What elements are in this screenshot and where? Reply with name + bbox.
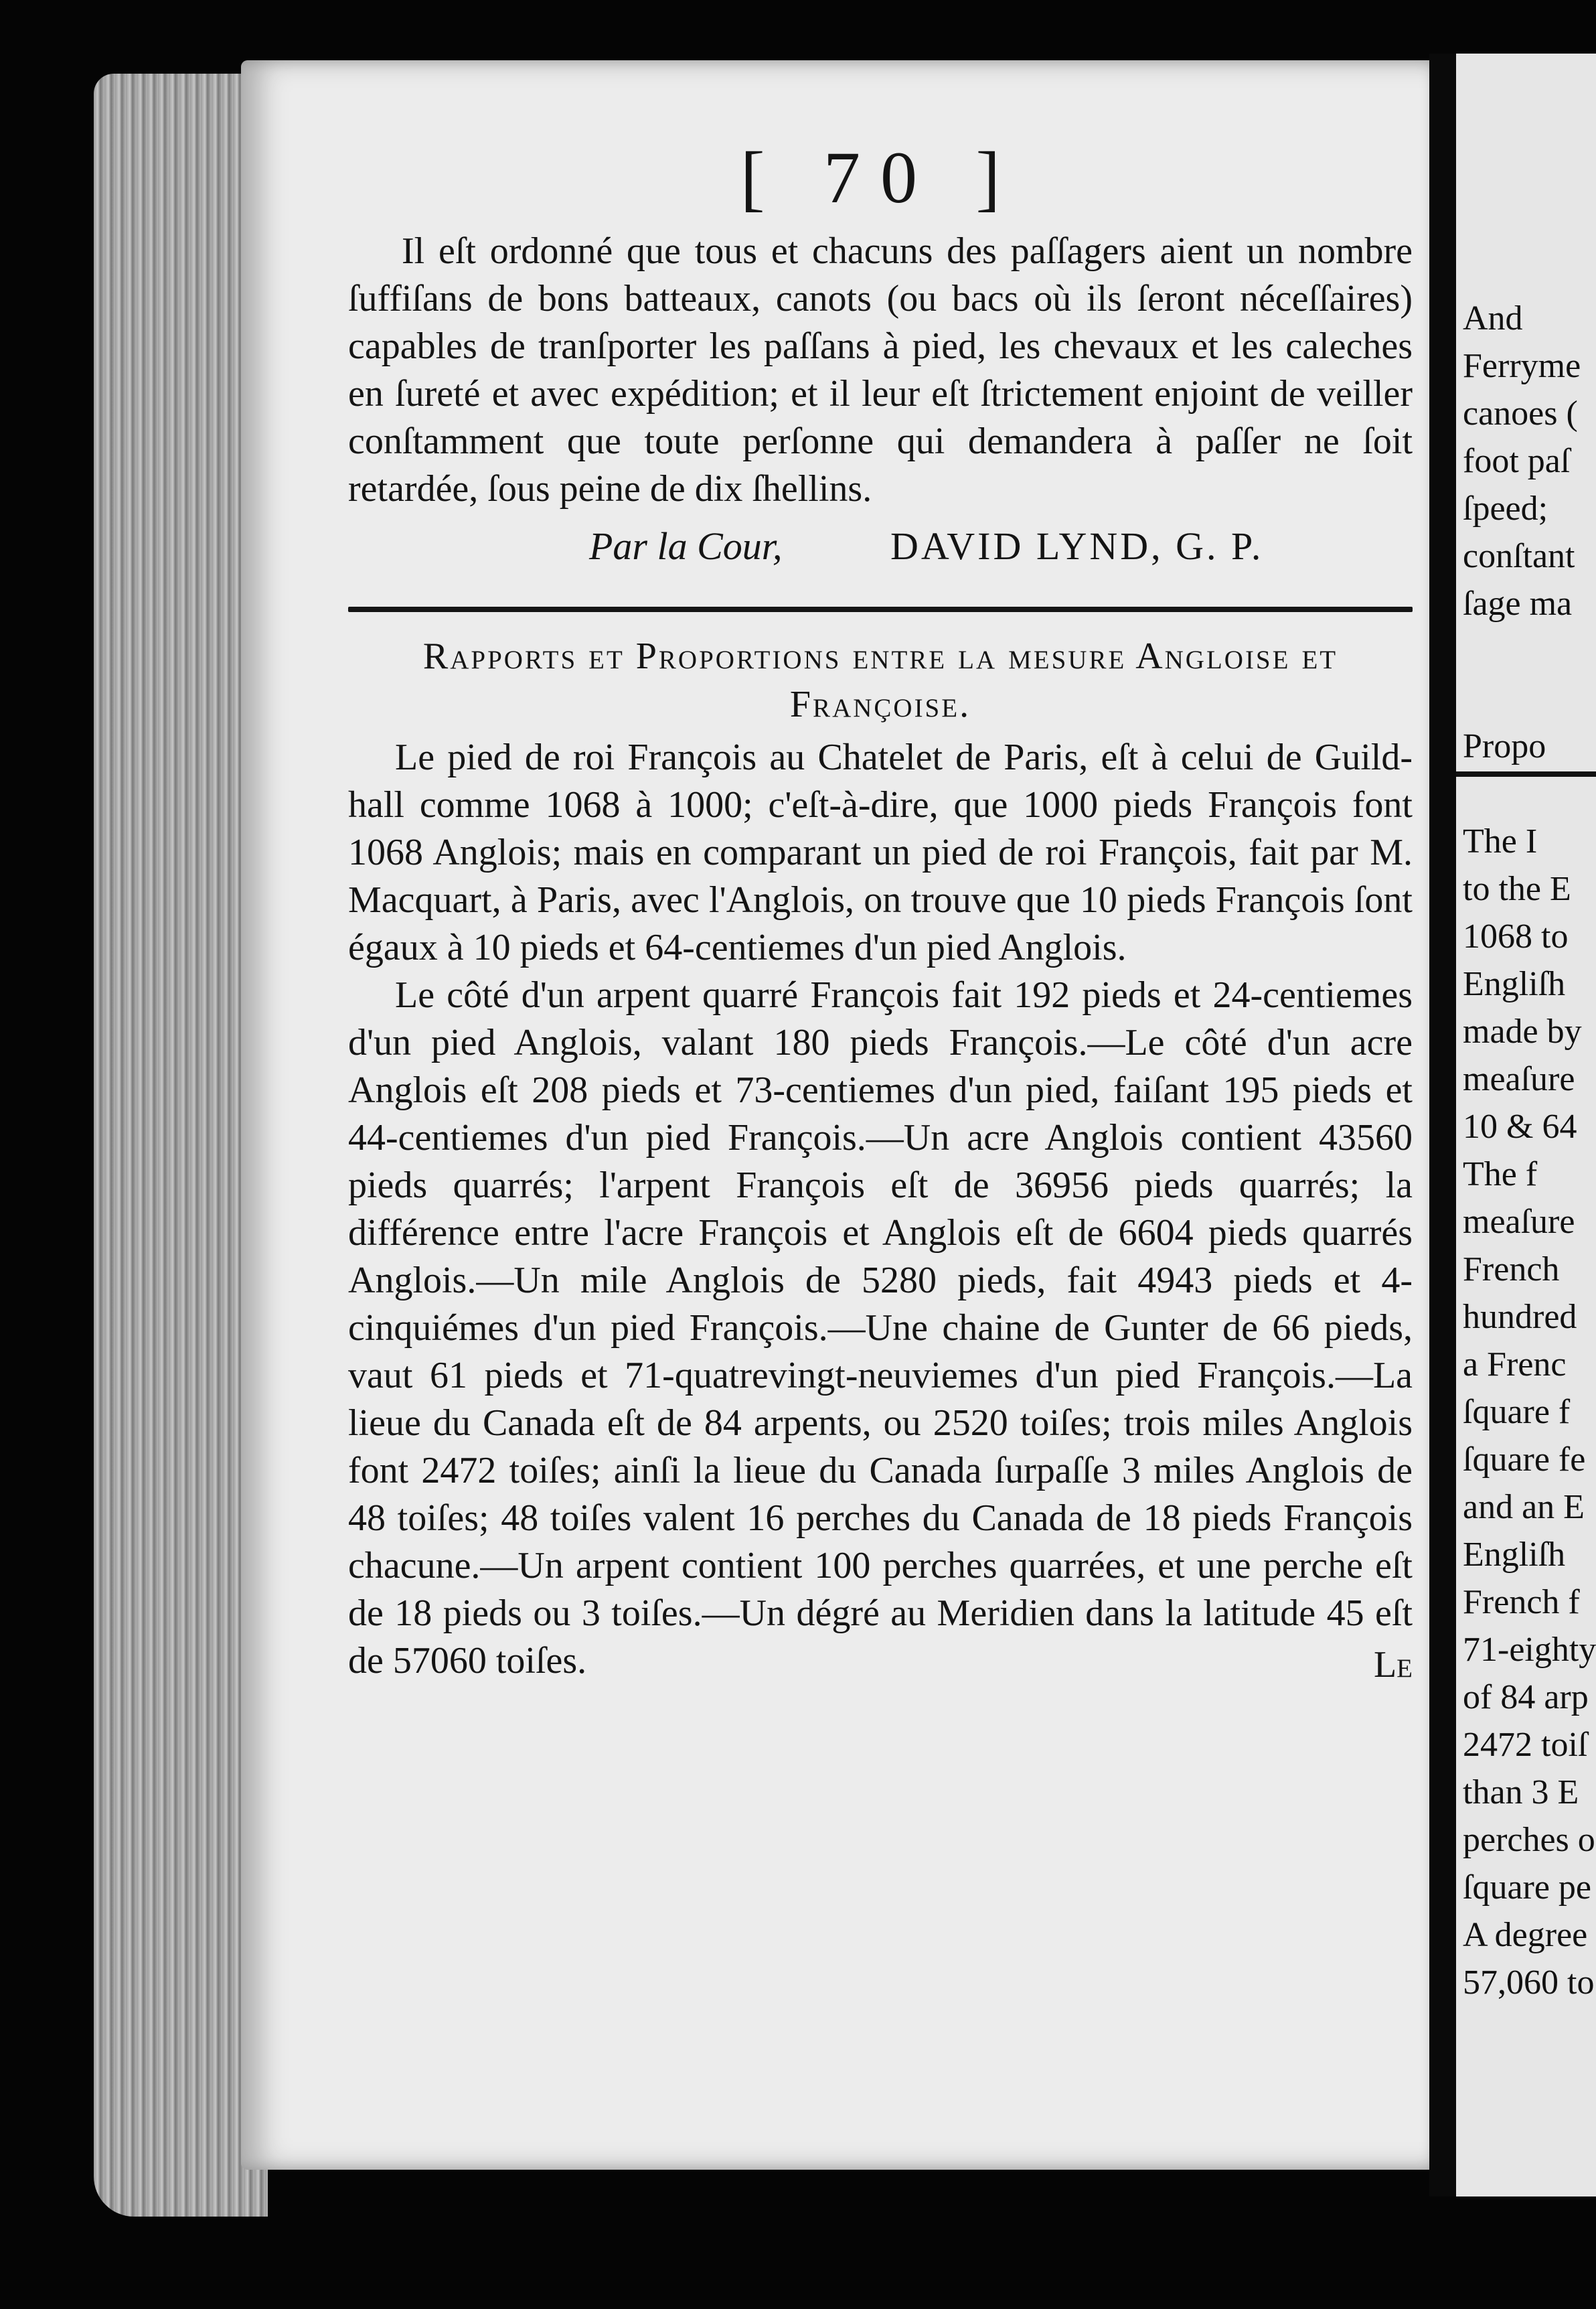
facing-page-line: than 3 E — [1463, 1773, 1579, 1811]
facing-page-line: ſquare pe — [1463, 1868, 1592, 1907]
page-number: [ 70 ] — [740, 137, 1021, 218]
signature-court: Par la Cour, — [589, 524, 783, 568]
facing-page-line: foot paſ — [1463, 442, 1571, 480]
facing-page — [1456, 54, 1596, 2196]
facing-page-line: ſpeed; — [1463, 490, 1548, 528]
facing-page-line: ſquare f — [1463, 1393, 1571, 1431]
facing-page-line: Ferryme — [1463, 347, 1581, 385]
facing-page-line: Propo — [1463, 727, 1546, 765]
facing-page-line: and an E — [1463, 1488, 1585, 1526]
facing-page-line: The I — [1463, 822, 1538, 861]
facing-page-line: 2472 toiſ — [1463, 1726, 1588, 1764]
area-comparison-paragraph: Le côté d'un arpent quarré François fait 192 pieds et 24-centiemes d'un pied Anglois, valant 180 pieds François.—Le côté d'un acre Anglois eſt 208 pieds et 73-centiemes d'un pied, faiſant 195 pieds et 44-centiemes d'un pied François.—Un acre Anglois contient 43560 pieds quarrés; l'arpent François eſt de 36956 pieds quarrés; la différence entre l'acre François et Anglois eſt de 6604 pieds quarrés Anglois.—Un mile Anglois de 5280 pieds, fait 4943 pieds et 4-cinquiémes d'un pied François.—Une chaine de Gunter de 66 pieds, vaut 61 pieds et 71-quatrevingt-neuviemes d'un pied François.—La lieue du Canada eſt de 84 arpents, ou 2520 toiſes; trois miles Anglois font 2472 toiſes; ainſi la lieue du Canada ſurpaſſe 3 miles Anglois de 48 toiſes; 48 toiſes valent 16 perches du Canada de 18 pieds François chacune.—Un arpent contient 100 perches quarrées, et une perche eſt de 18 pieds ou 3 toiſes.—Un dégré au Meridien dans la latitude 45 eſt de 57060 toiſes. — [348, 974, 1413, 1682]
catchword: Le — [1373, 1644, 1413, 1686]
facing-page-line — [1463, 627, 1596, 675]
facing-page-line: hundred — [1463, 1298, 1577, 1336]
facing-page-text — [1463, 295, 1596, 2006]
facing-page-line: French f — [1463, 1583, 1580, 1621]
facing-page-line: Engliſh — [1463, 965, 1566, 1003]
facing-page-line: perches o — [1463, 1821, 1595, 1859]
foot-comparison-paragraph: Le pied de roi François au Chatelet de Paris, eſt à celui de Guild-hall comme 1068 à 1000; c'eſt-à-dire, que 1000 pieds François font 1068 Anglois; mais en comparant un pied de roi François, fait par M. Macquart, à Paris, avec l'Anglois, on trouve que 10 pieds François ſont égaux à 10 pieds et 64-centiemes d'un pied Anglois. — [348, 737, 1413, 968]
page-content — [348, 134, 1413, 1685]
facing-page-line: of 84 arp — [1463, 1678, 1589, 1716]
facing-page-line: A degree — [1463, 1916, 1588, 1954]
facing-page-line: 71-eighty — [1463, 1631, 1596, 1669]
facing-page-line: Engliſh — [1463, 1536, 1566, 1574]
facing-page-line: meaſure — [1463, 1203, 1575, 1241]
facing-page-line: made by — [1463, 1013, 1582, 1051]
signature-name: DAVID LYND, G. P. — [890, 524, 1264, 568]
facing-page-line: meaſure — [1463, 1060, 1575, 1098]
facing-page-line — [1463, 675, 1596, 723]
facing-page-line: And — [1463, 299, 1523, 338]
facing-page-line: 10 & 64 — [1463, 1108, 1577, 1146]
facing-page-line: 57,060 to — [1463, 1963, 1595, 2002]
facing-page-line: 1068 to — [1463, 917, 1569, 956]
facing-page-line: The f — [1463, 1155, 1538, 1193]
ordinance-paragraph: Il eſt ordonné que tous et chacuns des paſſagers aient un nombre ſuffiſans de bons batteaux, canots (ou bacs où ils ſeront néceſſaires) capables de tranſporter les paſſans à pied, les chevaux et les caleches en ſureté et avec expédition; et il leur eſt ſtrictement enjoint de veiller conſtamment que toute perſonne qui demandera à paſſer ne ſoit retardée, ſous peine de dix ſhellins. — [348, 230, 1413, 510]
facing-page-line: to the E — [1463, 870, 1571, 908]
section-divider — [348, 607, 1413, 612]
facing-page-line — [1463, 770, 1596, 818]
facing-page-line: conſtant — [1463, 537, 1575, 575]
facing-page-rule — [1456, 771, 1596, 777]
section-heading: Rapports et Proportions entre la meſure Angloiſe et Françoiſe. — [422, 636, 1338, 725]
facing-page-line: ſage ma — [1463, 585, 1573, 623]
facing-page-line: canoes ( — [1463, 394, 1578, 433]
facing-page-line: ſquare fe — [1463, 1440, 1586, 1479]
signature-line — [348, 520, 1413, 573]
facing-page-line: French — [1463, 1250, 1560, 1288]
page-gutter — [1429, 54, 1459, 2196]
facing-page-line: a Frenc — [1463, 1345, 1567, 1384]
